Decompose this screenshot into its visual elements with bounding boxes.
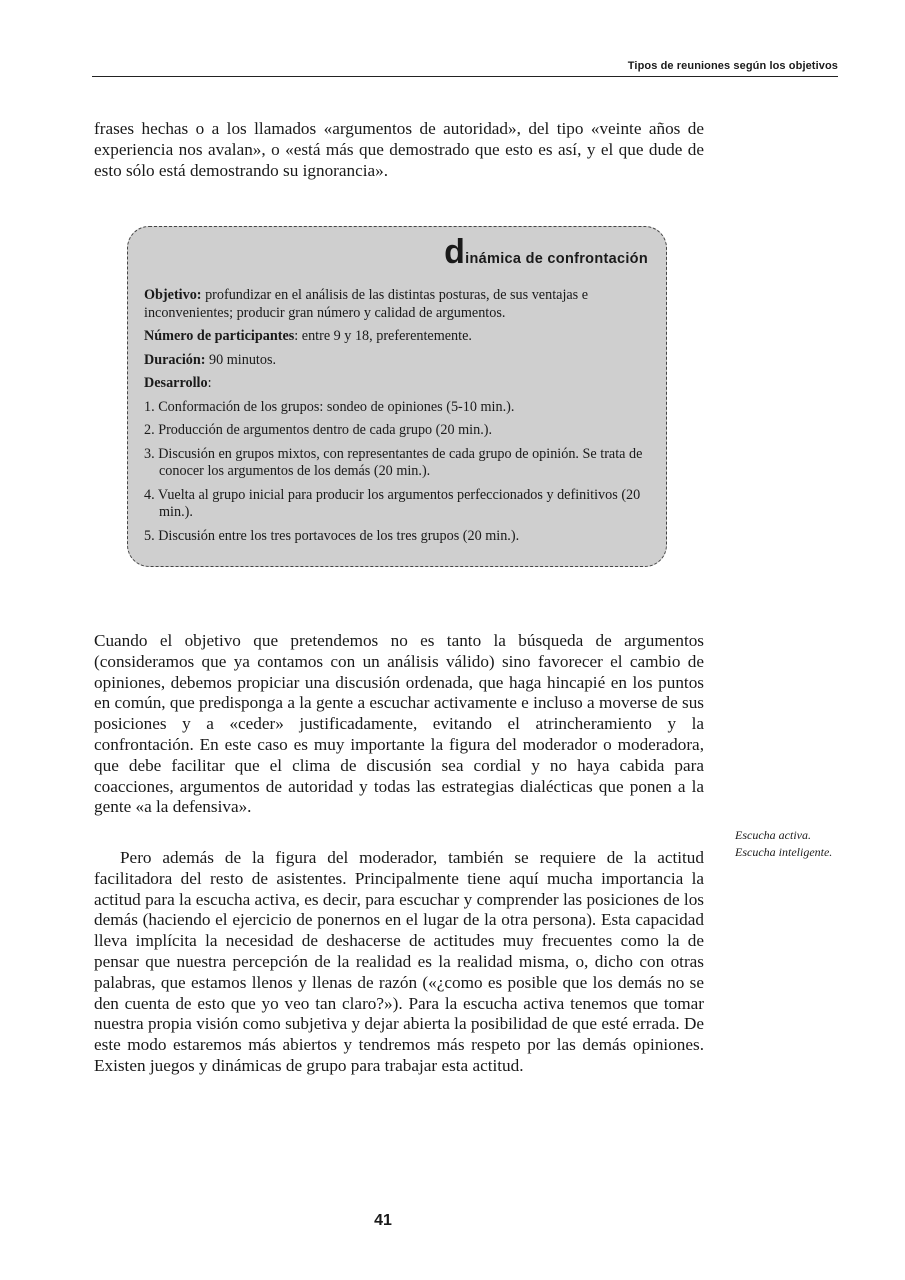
- running-head: Tipos de reuniones según los objetivos: [627, 60, 838, 72]
- participants-text: : entre 9 y 18, preferentemente.: [294, 328, 472, 344]
- paragraph-active-listening: Pero además de la figura del moderador, también se requiere de la actitud facilitadora del resto de asistentes. Principalmente tiene aquí mucha importancia la actitud para la escucha activa, es decir, para escuchar y comprender las posiciones de los demás (haciendo el ejercicio de ponernos en el lugar de la otra persona). Esta capacidad lleva implícita la necesidad de deshacerse de actitudes muy frecuentes como la de pensar que nuestra percepción de la realidad es la realidad misma, o, dicho con otras palabras, que estamos llenos y llenas de razón («¿como es posible que los demás no se den cuenta de esto que yo veo tan claro?»). Para la escucha activa tenemos que tomar nuestra propia visión como subjetiva y dejar abierta la posibilidad de que esté errada. De este modo estaremos más abiertos y tendremos más respeto por las demás opiniones. Existen juegos y dinámicas de grupo para trabajar esta actitud.: [94, 848, 704, 1075]
- duration-line: [144, 352, 650, 370]
- paragraph-intro: frases hechas o a los llamados «argumentos de autoridad», del tipo «veinte años de experiencia nos avalan», o «está más que demostrado que esto es así, y el que dude de esto sólo está demostrando su ignorancia».: [94, 119, 704, 180]
- dynamic-box: [127, 226, 667, 567]
- box-title: [444, 233, 648, 271]
- development-label: Desarrollo: [144, 375, 208, 391]
- objective-line: [144, 287, 650, 322]
- header-rule: [92, 76, 838, 77]
- development-line: [144, 375, 650, 393]
- objective-text: profundizar en el análisis de las distintas posturas, de sus ventajas e inconvenientes; producir gran número y calidad de argumentos.: [144, 287, 589, 321]
- paragraph-moderation: Cuando el objetivo que pretendemos no es tanto la búsqueda de argumentos (consideramos que ya contamos con un análisis válido) sino favorecer el cambio de opiniones, debemos propiciar una discusión ordenada, que haga hincapié en los puntos en común, que predisponga a la gente a escuchar activamente e incluso a moverse de sus posiciones y a «ceder» justificadamente, evitando el atrincheramiento y la confrontación. En este caso es muy importante la figura del moderador o moderadora, que debe facilitar que el clima de discusión sea cordial y no haya cabida para coacciones, argumentos de autoridad y todas las estrategias dialécticas que ponen a la gente «a la defensiva».: [94, 631, 704, 817]
- steps-list: [144, 399, 650, 546]
- objective-label: Objetivo:: [144, 287, 202, 303]
- list-item: 1. Conformación de los grupos: sondeo de opiniones (5-10 min.).: [144, 398, 515, 415]
- margin-note: Escucha activa. Escucha inteligente.: [735, 828, 833, 859]
- duration-label: Duración:: [144, 351, 206, 368]
- duration-text: 90 minutos.: [205, 351, 277, 368]
- list-item: 2. Producción de argumentos dentro de cada grupo (20 min.).: [144, 422, 493, 438]
- list-item: 4. Vuelta al grupo inicial para producir los argumentos perfeccionados y definitivos (20 min.).: [144, 486, 641, 520]
- development-colon: :: [207, 375, 212, 391]
- box-title-rest: inámica de confrontación: [465, 251, 648, 267]
- page-number: 41: [374, 1212, 392, 1229]
- list-item: 5. Discusión entre los tres portavoces de los tres grupos (20 min.).: [144, 527, 520, 544]
- box-body: [144, 287, 650, 551]
- participants-label: Número de participantes: [144, 328, 295, 344]
- box-title-initial: d: [444, 233, 466, 271]
- list-item: 3. Discusión en grupos mixtos, con representantes de cada grupo de opinión. Se trata de conocer los argumentos de los demás (20 min.).: [144, 445, 643, 479]
- participants-line: [144, 328, 650, 346]
